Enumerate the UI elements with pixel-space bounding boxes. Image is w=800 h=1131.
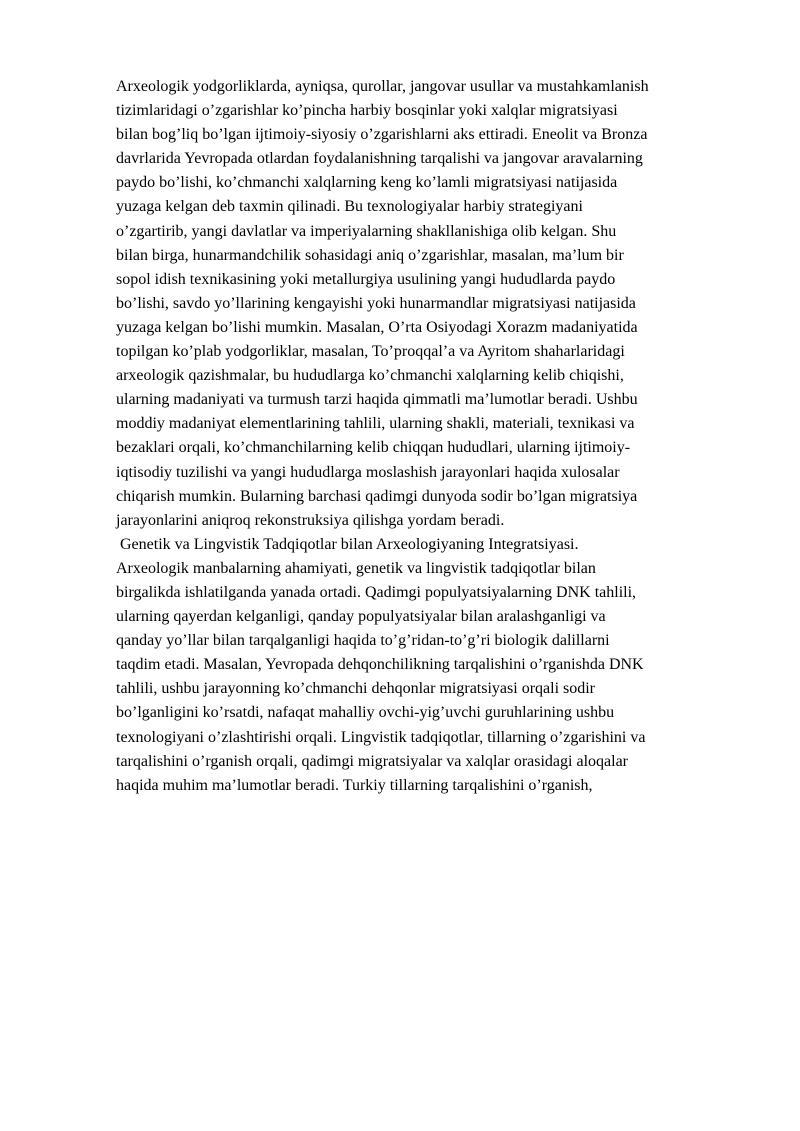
text-line: tarqalishini o’rganish orqali, qadimgi migratsiyalar va xalqlar orasidagi aloqalar	[116, 752, 628, 770]
text-line: haqida muhim ma’lumotlar beradi. Turkiy tillarning tarqalishini o’rganish,	[116, 776, 593, 794]
text-line: yuzaga kelgan deb taxmin qilinadi. Bu texnologiyalar harbiy strategiyani	[116, 198, 583, 216]
text-line: arxeologik qazishmalar, bu hududlarga ko’chmanchi xalqlarning kelib chiqishi,	[116, 367, 624, 385]
text-line: moddiy madaniyat elementlarining tahlili, ularning shakli, materiali, texnikasi va	[116, 415, 635, 433]
text-line: bo’lganligini ko’rsatdi, nafaqat mahalliy ovchi-yig’uvchi guruhlarining ushbu	[116, 704, 615, 722]
text-line: iqtisodiy tuzilishi va yangi hududlarga moslashish jarayonlari haqida xulosalar	[116, 463, 620, 481]
text-line: bilan birga, hunarmandchilik sohasidagi aniq o’zgarishlar, masalan, ma’lum bir	[116, 246, 624, 264]
section-heading-block	[116, 533, 756, 557]
text-line: bilan bog’liq bo’lgan ijtimoiy-siyosiy o’zgarishlarni aks ettiradi. Eneolit va Bronza	[116, 126, 648, 144]
section-heading: Genetik va Lingvistik Tadqiqotlar bilan Arxeologiyaning Integratsiyasi.	[116, 535, 579, 553]
text-line: texnologiyani o’zlashtirishi orqali. Lingvistik tadqiqotlar, tillarning o’zgarishini va	[116, 728, 646, 746]
text-line: ularning qayerdan kelganligi, qanday populyatsiyalar bilan aralashganligi va	[116, 608, 606, 626]
text-line: o’zgartirib, yangi davlatlar va imperiyalarning shakllanishiga olib kelgan. Shu	[116, 222, 617, 240]
text-line: Arxeologik yodgorliklarda, ayniqsa, qurollar, jangovar usullar va mustahkamlanish	[116, 78, 649, 95]
text-line: topilgan ko’plab yodgorliklar, masalan, To’proqqal’a va Ayritom shaharlaridagi	[116, 343, 625, 361]
text-line: qanday yo’llar bilan tarqalganligi haqida to’g’ridan-to’g’ri biologik dalillarni	[116, 632, 610, 650]
text-line: ularning madaniyati va turmush tarzi haqida qimmatli ma’lumotlar beradi. Ushbu	[116, 391, 638, 409]
paragraph-1	[116, 75, 756, 533]
text-line: paydo bo’lishi, ko’chmanchi xalqlarning keng ko’lamli migratsiyasi natijasida	[116, 174, 618, 192]
text-line: birgalikda ishlatilganda yanada ortadi. Qadimgi populyatsiyalarning DNK tahlili,	[116, 583, 637, 601]
text-line: tizimlaridagi o’zgarishlar ko’pincha harbiy bosqinlar yoki xalqlar migratsiyasi	[116, 102, 618, 120]
text-line: bo’lishi, savdo yo’llarining kengayishi yoki hunarmandlar migratsiyasi natijasida	[116, 294, 636, 312]
document-body	[116, 75, 756, 798]
text-line: sopol idish texnikasining yoki metallurgiya usulining yangi hududlarda paydo	[116, 270, 616, 288]
text-line: tahlili, ushbu jarayonning ko’chmanchi dehqonlar migratsiyasi orqali sodir	[116, 680, 596, 698]
text-line: davrlarida Yevropada otlardan foydalanishning tarqalishi va jangovar aravalarning	[116, 150, 643, 168]
text-line: yuzaga kelgan bo’lishi mumkin. Masalan, O’rta Osiyodagi Xorazm madaniyatida	[116, 318, 638, 336]
paragraph-2	[116, 557, 756, 798]
text-line: Arxeologik manbalarning ahamiyati, genetik va lingvistik tadqiqotlar bilan	[116, 559, 596, 577]
text-line: taqdim etadi. Masalan, Yevropada dehqonchilikning tarqalishini o’rganishda DNK	[116, 656, 644, 674]
text-line: bezaklari orqali, ko’chmanchilarning kelib chiqqan hududlari, ularning ijtimoiy-	[116, 439, 631, 457]
text-line: jarayonlarini aniqroq rekonstruksiya qilishga yordam beradi.	[116, 511, 505, 529]
text-line: chiqarish mumkin. Bularning barchasi qadimgi dunyoda sodir bo’lgan migratsiya	[116, 487, 638, 505]
